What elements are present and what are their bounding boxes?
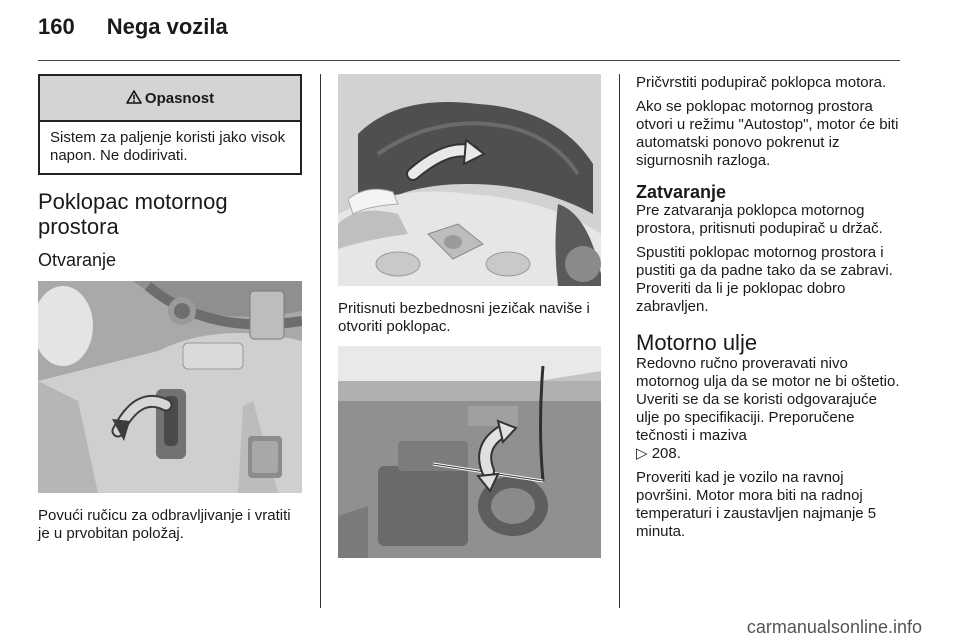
caption-safety-catch: Pritisnuti bezbednosni jezičak naviše i otvoriti poklopac. xyxy=(338,300,590,335)
page-header xyxy=(38,14,228,40)
subsection-title-open: Otvaranje xyxy=(38,250,117,270)
illustration-hood-release-lever xyxy=(38,281,302,493)
section-title-hood: Poklopac motornog prostora xyxy=(38,189,228,239)
column-1 xyxy=(38,74,302,549)
paragraph-fasten-stay: Pričvrstiti podupirač poklopca motora. xyxy=(636,74,887,91)
subsection-title-close: Zatvaranje xyxy=(636,182,727,202)
danger-box-header xyxy=(40,76,300,122)
illustration-hood-stay xyxy=(338,346,601,558)
paragraph-close-1: Pre zatvaranja poklopca motornog prostora, pritisnuti podupirač u držač. xyxy=(636,202,883,237)
header-rule xyxy=(38,60,900,61)
paragraph-oil-check: Redovno ručno proveravati nivo motornog ulja da se motor ne bi oštetio. Uveriti se da se koristi odgovarajuće ulje po specifikaciji. Preporučene tečnosti i maziva ▷ 208. xyxy=(636,355,900,462)
paragraph-autostop: Ako se poklopac motornog prostora otvori u režimu "Autostop", motor će biti automatski ponovo pokrenut iz sigurnosnih razloga. xyxy=(636,98,899,169)
caption-release-lever: Povući ručicu za odbravljivanje i vratiti je u prvobitan položaj. xyxy=(38,507,291,542)
column-2 xyxy=(338,74,601,558)
paragraph-oil-conditions: Proveriti kad je vozilo na ravnoj površini. Motor mora biti na radnoj temperaturi i zaustavljen najmanje 5 minuta. xyxy=(636,469,877,540)
warning-triangle-icon xyxy=(126,90,142,104)
page-reference[interactable]: 208. xyxy=(651,445,681,462)
section-title-engine-oil: Motorno ulje xyxy=(636,330,758,355)
danger-title: Opasnost xyxy=(144,90,215,107)
watermark: carmanualsonline.info xyxy=(746,617,922,637)
page-title: Nega vozila xyxy=(106,14,228,39)
danger-box xyxy=(38,74,302,175)
illustration-safety-catch xyxy=(338,74,601,286)
column-divider-1 xyxy=(320,74,321,608)
page-number: 160 xyxy=(38,14,75,39)
column-divider-2 xyxy=(619,74,620,608)
paragraph-close-2: Spustiti poklopac motornog prostora i pustiti ga da padne tako da se zabravi. Proveriti da li je poklopac dobro zabravljen. xyxy=(636,244,893,315)
danger-text: Sistem za paljenje koristi jako visok napon. Ne dodirivati. xyxy=(50,129,286,164)
column-3 xyxy=(636,74,902,547)
page-reference-icon: ▷ xyxy=(636,445,648,462)
